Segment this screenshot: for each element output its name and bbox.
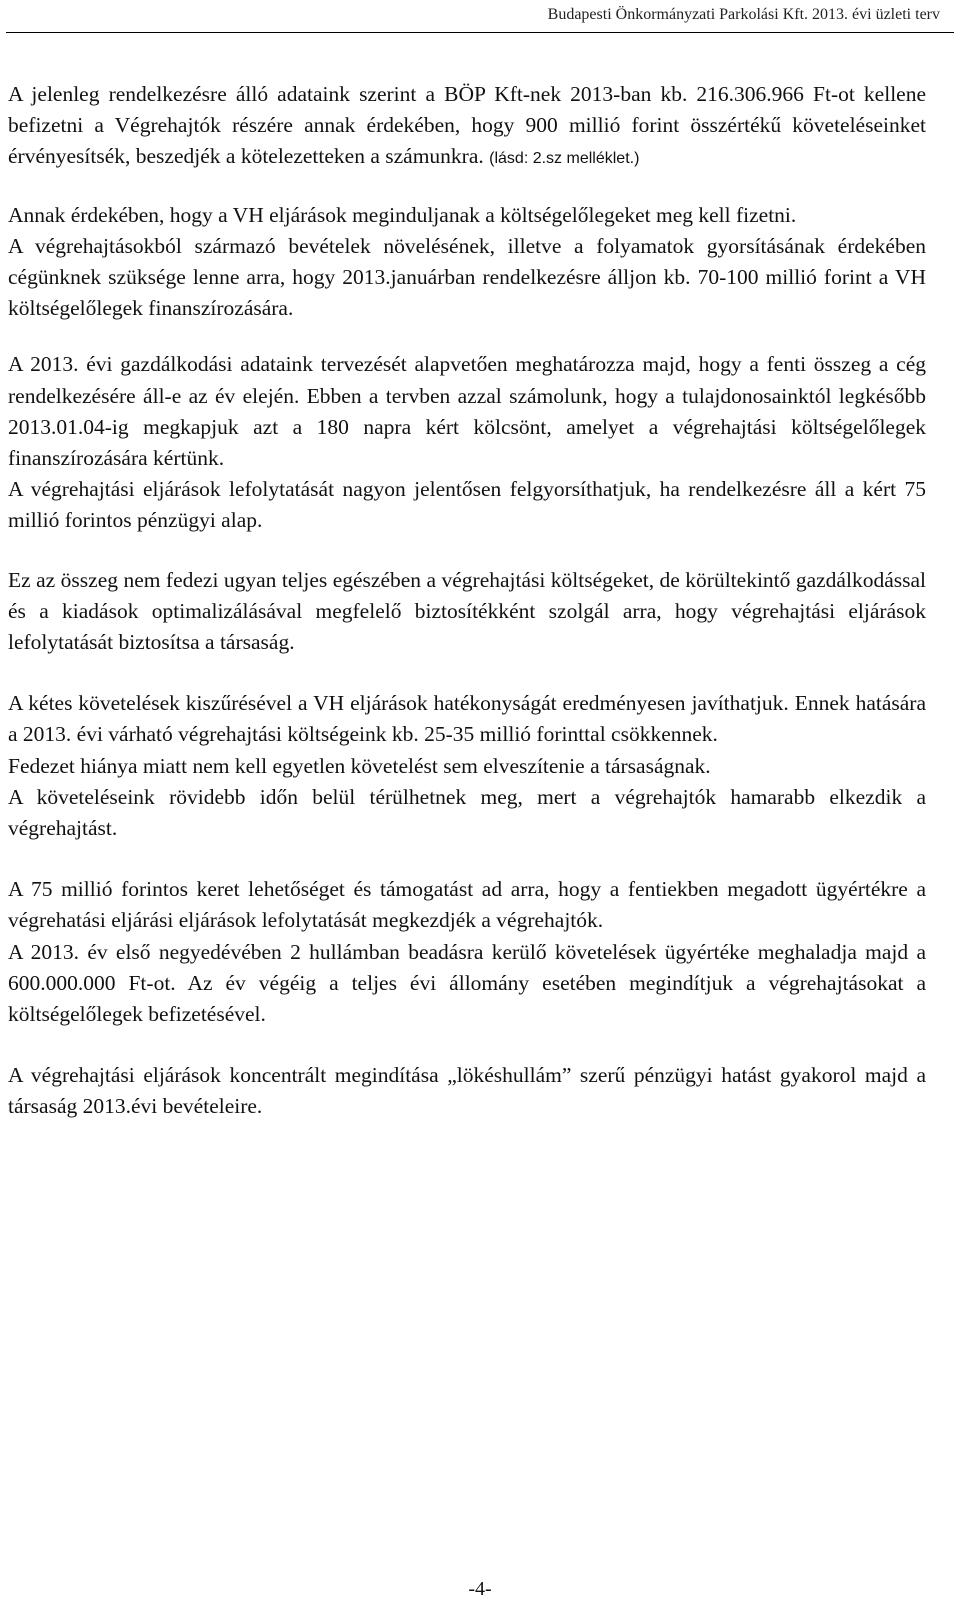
paragraph-6: Ez az összeg nem fedezi ugyan teljes egészében a végrehajtási költségeket, de körültekintő gazdálkodással és a kiadások optimalizálásával megfelelő biztosítékként szolgál arra, hogy végrehajtási eljárások lefolytatását biztosítsa a társaság. — [8, 567, 926, 655]
paragraph-5: A végrehajtási eljárások lefolytatását nagyon jelentősen felgyorsíthatjuk, ha rendelkezésre áll a kért 75 millió forintos pénzügyi alap. — [8, 477, 926, 533]
paragraph-3: A végrehajtásokból származó bevételek növelésének, illetve a folyamatok gyorsításának érdekében cégünknek szüksége lenne arra, hogy 2013.januárban rendelkezésre álljon kb. 70-100 millió forint a VH költségelőlegek finanszírozására. — [8, 233, 926, 321]
annex-reference: (lásd: 2.sz melléklet.) — [489, 150, 640, 168]
paragraph-4: A 2013. évi gazdálkodási adataink tervezését alapvetően meghatározza majd, hogy a fenti összeg a cég rendelkezésére áll-e az év elején. Ebben a tervben azzal számolunk, hogy a tulajdonosainktól legkésőbb 2013.01.04-ig megkapjuk azt a 180 napra kért kölcsönt, amelyet a végrehajtási költségelőlegek finanszírozására kértünk. — [8, 352, 926, 471]
paragraph-10: A 75 millió forintos keret lehetőséget és támogatást ad arra, hogy a fentiekben megadott ügyértékre a végrehatási eljárási eljárások lefolytatását megkezdjék a végrehajtók. — [8, 877, 926, 933]
paragraph-9: A követeléseink rövidebb időn belül térülhetnek meg, mert a végrehajtók hamarabb elkezdik a végrehajtást. — [8, 784, 926, 841]
paragraph-12: A végrehajtási eljárások koncentrált megindítása „lökéshullám” szerű pénzügyi hatást gyakorol majd a társaság 2013.évi bevételeire. — [8, 1063, 926, 1119]
paragraph-11: A 2013. év első negyedévében 2 hullámban beadásra kerülő követelések ügyértéke meghaladja majd a 600.000.000 Ft-ot. Az év végéig a teljes évi állomány esetében megindítjuk a végrehajtásokat a költségelőlegek befizetésével. — [8, 939, 926, 1027]
page-header: Budapesti Önkormányzati Parkolási Kft. 2013. évi üzleti terv — [547, 6, 940, 23]
page-number: -4- — [468, 1578, 492, 1600]
paragraph-1-text: A jelenleg rendelkezésre álló adataink szerint a BÖP Kft-nek 2013-ban kb. 216.306.966 Ft-ot kellene befizetni a Végrehajtók részére annak érdekében, hogy 900 millió forint összértékű követeléseinket érvényesítsék, beszedjék a kötelezetteken a számunkra. — [8, 82, 926, 169]
paragraph-7: A kétes követelések kiszűrésével a VH eljárások hatékonyságát eredményesen javíthatjuk. Ennek hatására a 2013. évi várható végrehajtási költségeink kb. 25-35 millió forinttal csökkennek. — [8, 691, 926, 747]
document-body — [8, 79, 926, 1123]
paragraph-1 — [8, 79, 926, 175]
paragraph-8: Fedezet hiánya miatt nem kell egyetlen követelést sem elveszítenie a társaságnak. — [8, 753, 711, 778]
paragraph-2: Annak érdekében, hogy a VH eljárások meginduljanak a költségelőlegeket meg kell fizetni. — [8, 202, 797, 227]
header-rule — [6, 32, 954, 33]
